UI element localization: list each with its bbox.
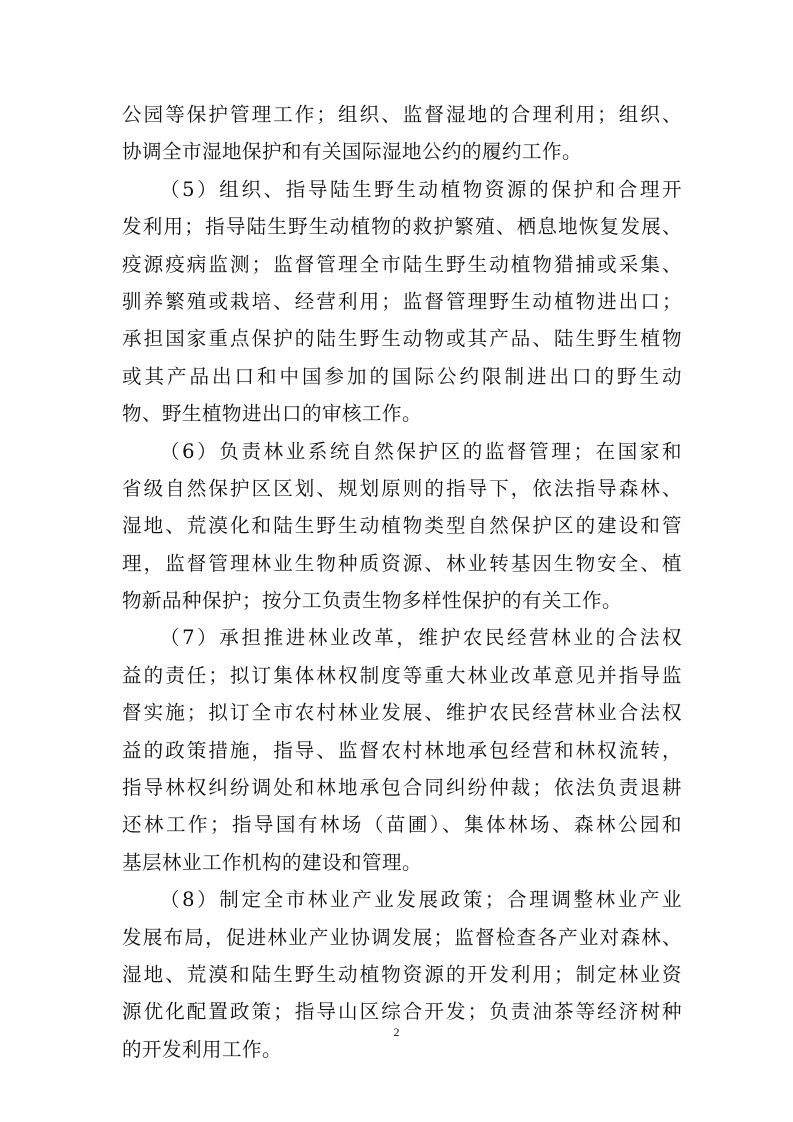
text-line: 益的责任；拟订集体林权制度等重大林业改革意见并指导监 xyxy=(122,663,682,687)
text-line: 省级自然保护区区划、规划原则的指导下，依法指导森林、 xyxy=(122,476,682,500)
text-line: 物、野生植物进出口的审核工作。 xyxy=(122,402,423,426)
text-line: 发展布局，促进林业产业协调发展；监督检查各产业对森林、 xyxy=(122,925,682,949)
page-number: 2 xyxy=(393,1025,400,1039)
text-line: 源优化配置政策；指导山区综合开发；负责油茶等经济树种 xyxy=(122,1000,682,1024)
text-line: 物新品种保护；按分工负责生物多样性保护的有关工作。 xyxy=(122,589,623,613)
text-line: 或其产品出口和中国参加的国际公约限制进出口的野生动 xyxy=(122,364,682,388)
text-line: 湿地、荒漠和陆生野生动植物资源的开发利用；制定林业资 xyxy=(122,962,682,986)
text-line: 还林工作；指导国有林场（苗圃）、集体林场、森林公园和 xyxy=(122,813,682,837)
text-line: 驯养繁殖或栽培、经营利用；监督管理野生动植物进出口； xyxy=(122,289,682,313)
text-line: 湿地、荒漠化和陆生野生动植物类型自然保护区的建设和管 xyxy=(122,514,682,538)
text-line: 协调全市湿地保护和有关国际湿地公约的履约工作。 xyxy=(122,140,583,164)
text-line: 督实施；拟订全市农村林业发展、维护农民经营林业合法权 xyxy=(122,701,682,725)
body-text xyxy=(122,96,682,1068)
text-line: 疫源疫病监测；监督管理全市陆生野生动植物猎捕或采集、 xyxy=(122,252,682,276)
paragraph-item-5-first-line: （5）组织、指导陆生野生动植物资源的保护和合理开 xyxy=(160,177,682,201)
paragraph-item-6-first-line: （6）负责林业系统自然保护区的监督管理；在国家和 xyxy=(160,439,682,463)
text-line: 理，监督管理林业生物种质资源、林业转基因生物安全、植 xyxy=(122,551,682,575)
paragraph-item-8-first-line: （8）制定全市林业产业发展政策；合理调整林业产业 xyxy=(160,888,682,912)
text-line: 的开发利用工作。 xyxy=(122,1037,283,1061)
text-line: 公园等保护管理工作；组织、监督湿地的合理利用；组织、 xyxy=(122,103,682,126)
text-line: 指导林权纠纷调处和林地承包合同纠纷仲裁；依法负责退耕 xyxy=(122,776,682,800)
paragraph-item-7-first-line: （7）承担推进林业改革，维护农民经营林业的合法权 xyxy=(160,626,682,650)
text-line: 发利用；指导陆生野生动植物的救护繁殖、栖息地恢复发展、 xyxy=(122,215,682,239)
text-line: 基层林业工作机构的建设和管理。 xyxy=(122,850,423,874)
text-line: 益的政策措施，指导、监督农村林地承包经营和林权流转， xyxy=(122,738,682,762)
text-line: 承担国家重点保护的陆生野生动物或其产品、陆生野生植物 xyxy=(122,327,682,351)
